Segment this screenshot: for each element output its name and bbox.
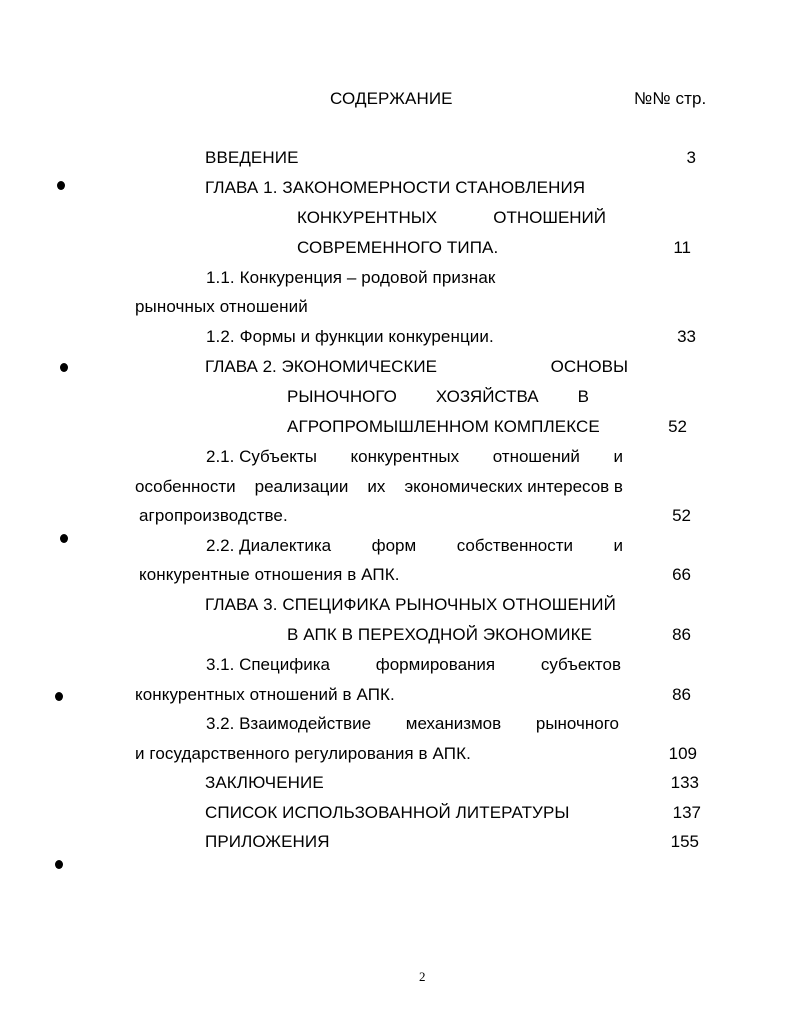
toc-word: ОТНОШЕНИЙ: [493, 208, 606, 227]
binder-hole-dot: [57, 181, 65, 190]
toc-section-3-2-line1: [206, 714, 619, 734]
toc-chapter1-line2: [297, 208, 606, 228]
toc-chapter1-line3: СОВРЕМЕННОГО ТИПА.: [297, 238, 499, 257]
toc-conclusion: ЗАКЛЮЧЕНИЕ: [205, 773, 324, 792]
page-title: СОДЕРЖАНИЕ: [330, 89, 453, 108]
toc-section-1-2: 1.2. Формы и функции конкуренции.: [206, 327, 494, 346]
toc-appendix: ПРИЛОЖЕНИЯ: [205, 832, 330, 851]
binder-hole-dot: [60, 534, 68, 543]
toc-chapter1-line1: ГЛАВА 1. ЗАКОНОМЕРНОСТИ СТАНОВЛЕНИЯ: [205, 178, 586, 197]
toc-word: форм: [371, 536, 417, 555]
toc-word: реализации: [254, 477, 349, 496]
toc-chapter3-line2: В АПК В ПЕРЕХОДНОЙ ЭКОНОМИКЕ: [287, 625, 593, 644]
binder-hole-dot: [55, 692, 63, 701]
toc-section-2-2-page: 66: [672, 565, 691, 584]
page-number-column-header: №№ стр.: [634, 89, 707, 108]
toc-conclusion-page: 133: [670, 773, 699, 792]
toc-word: конкурентных: [350, 447, 460, 466]
footer-page-number: 2: [419, 969, 426, 984]
toc-word: экономических интересов в: [404, 477, 623, 496]
toc-word: В: [577, 387, 589, 406]
toc-section-3-2-page: 109: [668, 744, 697, 763]
toc-chapter3-page: 86: [672, 625, 691, 644]
toc-word: отношений: [492, 447, 580, 466]
toc-chapter3-line1: ГЛАВА 3. СПЕЦИФИКА РЫНОЧНЫХ ОТНОШЕНИЙ: [205, 595, 616, 614]
toc-section-1-1-line2: рыночных отношений: [135, 297, 308, 316]
toc-references: СПИСОК ИСПОЛЬЗОВАННОЙ ЛИТЕРАТУРЫ: [205, 803, 570, 822]
binder-hole-dot: [60, 363, 68, 372]
toc-section-3-1-page: 86: [672, 685, 691, 704]
toc-section-2-2-line1: [206, 536, 623, 556]
toc-section-1-2-page: 33: [677, 327, 696, 346]
toc-word: РЫНОЧНОГО: [287, 387, 397, 406]
toc-chapter1-page: 11: [673, 238, 691, 257]
toc-section-2-1-page: 52: [672, 506, 691, 525]
toc-section-2-1-line3: агропроизводстве.: [139, 506, 288, 525]
toc-references-page: 137: [672, 803, 701, 822]
toc-word: 2.1. Субъекты: [206, 447, 317, 466]
toc-word: ГЛАВА 2. ЭКОНОМИЧЕСКИЕ: [205, 357, 437, 376]
toc-section-3-2-line2: и государственного регулирования в АПК.: [135, 744, 471, 763]
toc-chapter2-line3: АГРОПРОМЫШЛЕННОМ КОМПЛЕКСЕ: [287, 417, 600, 436]
toc-word: и: [613, 447, 623, 466]
toc-chapter2-line2: [287, 387, 589, 407]
toc-intro: ВВЕДЕНИЕ: [205, 148, 299, 167]
toc-word: рыночного: [535, 714, 619, 733]
toc-word: особенности: [135, 477, 236, 496]
toc-section-2-2-line2: конкурентные отношения в АПК.: [139, 565, 400, 584]
toc-word: 3.1. Специфика: [206, 655, 330, 674]
toc-word: их: [367, 477, 386, 496]
toc-chapter2-page: 52: [668, 417, 687, 436]
toc-appendix-page: 155: [670, 832, 699, 851]
toc-section-2-1-line1: [206, 447, 623, 467]
toc-word: ХОЗЯЙСТВА: [435, 387, 539, 406]
toc-section-3-1-line1: [206, 655, 621, 675]
toc-section-3-1-line2: конкурентных отношений в АПК.: [135, 685, 395, 704]
toc-chapter2-line1: [205, 357, 628, 377]
toc-word: 2.2. Диалектика: [206, 536, 332, 555]
toc-intro-page: 3: [686, 148, 696, 167]
toc-word: КОНКУРЕНТНЫХ: [297, 208, 438, 227]
binder-hole-dot: [55, 860, 63, 869]
toc-word: и: [613, 536, 623, 555]
toc-word: ОСНОВЫ: [550, 357, 628, 376]
toc-word: формирования: [375, 655, 496, 674]
toc-word: субъектов: [540, 655, 621, 674]
toc-word: механизмов: [405, 714, 502, 733]
toc-section-1-1-line1: 1.1. Конкуренция – родовой признак: [206, 268, 496, 287]
toc-word: собственности: [456, 536, 573, 555]
toc-word: 3.2. Взаимодействие: [206, 714, 372, 733]
toc-section-2-1-line2: [135, 477, 623, 497]
